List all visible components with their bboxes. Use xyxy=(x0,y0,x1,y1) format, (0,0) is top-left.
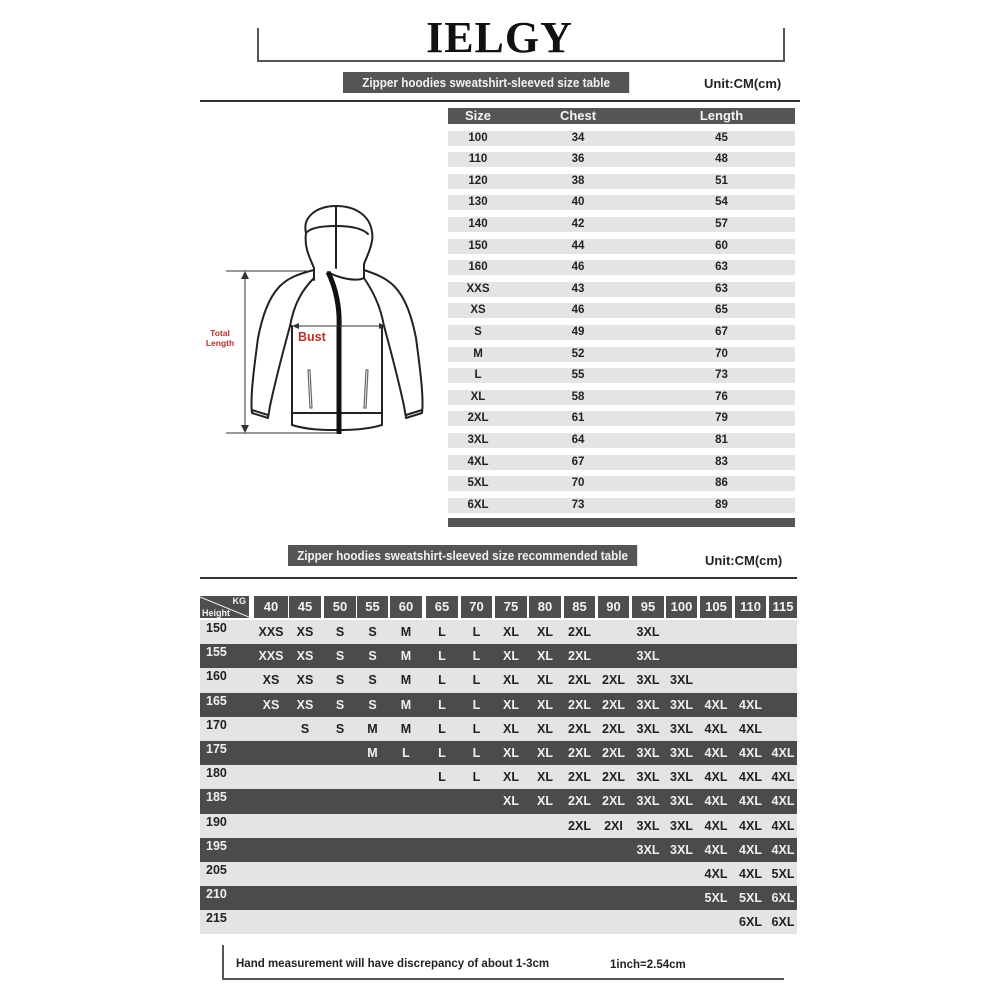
height-label: 180 xyxy=(206,766,227,781)
size-cell: XL xyxy=(503,794,519,809)
table-row xyxy=(200,717,797,741)
size-cell: S xyxy=(368,649,377,664)
cell-chest: 52 xyxy=(571,347,585,360)
table-row xyxy=(448,282,795,297)
cell-length: 67 xyxy=(715,325,728,338)
size-cell: 3XL xyxy=(670,770,693,785)
table-row xyxy=(200,693,797,717)
table-row xyxy=(448,174,795,189)
table-row xyxy=(448,455,795,470)
cell-size: S xyxy=(474,325,482,338)
table-row xyxy=(448,195,795,210)
header-size: Size xyxy=(464,108,491,123)
table-row xyxy=(200,620,797,644)
weight-header-cell: 60 xyxy=(390,596,422,618)
cell-length: 45 xyxy=(715,131,728,144)
size-table-body xyxy=(448,131,795,513)
size-cell: S xyxy=(368,673,377,688)
table-row xyxy=(448,131,795,146)
size-cell: 3XL xyxy=(670,697,693,712)
height-label: 215 xyxy=(206,911,227,926)
size-cell: 2XL xyxy=(602,794,625,809)
cell-length: 79 xyxy=(715,412,728,425)
size-cell: L xyxy=(438,770,446,785)
weight-header-cell: 85 xyxy=(564,596,595,618)
cell-length: 60 xyxy=(715,239,728,252)
cell-chest: 46 xyxy=(571,304,585,317)
size-cell: 4XL xyxy=(739,770,762,785)
cell-length: 89 xyxy=(715,498,728,511)
cell-chest: 44 xyxy=(571,239,585,252)
height-label: 150 xyxy=(206,621,227,635)
size-cell: XL xyxy=(537,697,553,712)
cell-length: 86 xyxy=(715,477,728,490)
cell-chest: 46 xyxy=(571,261,585,274)
height-label: 205 xyxy=(206,862,227,877)
size-cell: 5XL xyxy=(739,891,762,906)
size-cell: 4XL xyxy=(739,842,762,857)
size-cell: L xyxy=(438,697,446,712)
table-row xyxy=(200,644,797,668)
weight-header-cell: 110 xyxy=(735,596,766,618)
table-row xyxy=(200,862,797,886)
size-cell: S xyxy=(300,721,310,736)
cell-size: 2XL xyxy=(467,412,489,425)
size-cell: 4XL xyxy=(739,866,762,881)
weight-header-cell: 40 xyxy=(254,596,288,618)
size-table-header xyxy=(448,108,795,124)
table-row xyxy=(200,668,797,692)
header-chest: Chest xyxy=(559,108,597,123)
recommend-table xyxy=(200,596,797,934)
size-cell: XS xyxy=(296,673,314,688)
size-cell: L xyxy=(472,745,481,760)
size-cell: S xyxy=(335,697,345,712)
cell-chest: 49 xyxy=(571,325,585,338)
size-cell: XL xyxy=(537,770,553,785)
cell-length: 73 xyxy=(715,369,728,382)
size-cell: 3XL xyxy=(670,818,693,833)
table-row xyxy=(448,239,795,254)
size-cell: 4XL xyxy=(739,818,762,833)
size-cell: XL xyxy=(503,697,519,712)
size-cell: 6XL xyxy=(771,915,795,930)
size-cell: M xyxy=(367,745,378,760)
height-label: 190 xyxy=(206,814,227,829)
size-table-banner: Zipper hoodies sweatshirt-sleeved size table xyxy=(343,72,629,93)
size-cell: 3XL xyxy=(636,673,660,688)
cell-chest: 61 xyxy=(571,412,585,425)
recommend-table-unit: Unit:CM(cm) xyxy=(705,553,783,568)
table-row xyxy=(448,476,795,491)
cell-chest: 70 xyxy=(571,477,585,490)
size-cell: XXS xyxy=(258,649,284,664)
corner-kg-label: KG xyxy=(232,596,246,606)
size-cell: L xyxy=(438,625,446,639)
size-cell: 2XL xyxy=(568,673,591,688)
divider xyxy=(200,100,800,102)
recommend-table-header xyxy=(200,596,797,618)
weight-header-cell: 105 xyxy=(700,596,732,618)
height-label: 175 xyxy=(206,741,227,756)
size-cell: L xyxy=(472,721,481,736)
total-length-label: Total Length xyxy=(205,328,235,348)
size-cell: XL xyxy=(503,625,519,639)
table-row xyxy=(448,411,795,426)
size-cell: XL xyxy=(537,649,553,664)
size-cell: L xyxy=(438,745,446,760)
height-label: 185 xyxy=(206,790,227,805)
corner-height-label: Height xyxy=(202,608,230,618)
cell-chest: 34 xyxy=(571,131,585,144)
size-cell: 3XL xyxy=(636,649,660,664)
size-cell: XL xyxy=(503,745,519,760)
cell-size: XL xyxy=(470,390,486,403)
size-cell: XL xyxy=(503,721,519,736)
recommend-table-body xyxy=(200,620,797,934)
size-cell: M xyxy=(400,649,412,664)
size-cell: 3XL xyxy=(670,721,693,736)
size-cell: L xyxy=(472,770,481,785)
height-label: 195 xyxy=(206,838,227,853)
height-label: 155 xyxy=(206,645,227,660)
size-cell: 4XL xyxy=(704,866,728,881)
cell-chest: 38 xyxy=(571,174,585,187)
size-cell: 3XL xyxy=(670,673,693,688)
size-cell: 3XL xyxy=(636,625,660,639)
cell-size: 100 xyxy=(468,131,488,144)
size-cell: 4XL xyxy=(704,745,728,760)
cell-size: 120 xyxy=(468,174,488,187)
size-cell: S xyxy=(335,721,345,736)
size-cell: 3XL xyxy=(670,745,693,760)
cell-length: 83 xyxy=(715,455,728,468)
size-cell: M xyxy=(400,697,412,712)
weight-header-cell: 45 xyxy=(289,596,321,618)
size-cell: 2XI xyxy=(604,818,623,833)
size-cell: XL xyxy=(503,673,519,688)
size-cell: L xyxy=(438,673,446,688)
cell-chest: 43 xyxy=(571,282,585,295)
bust-label: Bust xyxy=(298,330,326,344)
corner-cell xyxy=(200,596,249,618)
cell-length: 54 xyxy=(715,196,728,209)
weight-header-cell: 100 xyxy=(666,596,697,618)
size-cell: 4XL xyxy=(704,721,728,736)
table-row xyxy=(448,303,795,318)
size-cell: 3XL xyxy=(636,842,660,857)
size-cell: L xyxy=(472,697,481,712)
height-label: 170 xyxy=(206,717,227,732)
table-row xyxy=(448,347,795,362)
cell-size: 5XL xyxy=(467,477,489,490)
size-cell: L xyxy=(402,745,410,760)
weight-header-cell: 55 xyxy=(357,596,388,618)
size-cell: M xyxy=(400,625,412,639)
size-cell: 2XL xyxy=(568,745,591,760)
size-cell: L xyxy=(472,625,481,639)
cell-size: L xyxy=(474,369,482,382)
size-cell: 2XL xyxy=(568,697,591,712)
size-cell: XS xyxy=(296,697,314,712)
size-cell: 6XL xyxy=(771,891,795,906)
height-label: 210 xyxy=(206,887,227,902)
size-cell: 2XL xyxy=(568,625,591,639)
header-length: Length xyxy=(699,108,744,123)
size-cell: 4XL xyxy=(704,818,728,833)
size-cell: 6XL xyxy=(739,915,762,930)
size-cell: S xyxy=(335,649,345,664)
size-cell: S xyxy=(335,625,345,639)
size-cell: L xyxy=(438,721,446,736)
cell-length: 65 xyxy=(715,304,728,317)
height-label: 165 xyxy=(206,693,227,708)
weight-header-cell: 95 xyxy=(632,596,664,618)
cell-length: 81 xyxy=(715,433,728,446)
size-cell: 3XL xyxy=(636,770,660,785)
cell-length: 51 xyxy=(715,174,728,187)
size-cell: S xyxy=(368,625,377,639)
size-cell: 4XL xyxy=(739,721,762,736)
table-row xyxy=(200,886,797,910)
table-row xyxy=(448,498,795,513)
table-row xyxy=(448,368,795,383)
size-cell: L xyxy=(472,673,481,688)
size-cell: 5XL xyxy=(704,891,728,906)
size-table-unit: Unit:CM(cm) xyxy=(704,76,782,91)
size-cell: XL xyxy=(503,770,519,785)
size-cell: 5XL xyxy=(771,866,795,881)
size-cell: 4XL xyxy=(704,697,728,712)
size-cell: 2XL xyxy=(602,673,625,688)
table-row xyxy=(200,765,797,789)
cell-length: 63 xyxy=(715,261,728,274)
weight-header-cell: 80 xyxy=(529,596,561,618)
table-row xyxy=(200,910,797,934)
size-cell: XL xyxy=(537,721,553,736)
table-row xyxy=(448,260,795,275)
size-cell: 4XL xyxy=(771,818,795,833)
size-cell: XS xyxy=(262,673,280,688)
size-cell: 4XL xyxy=(704,842,728,857)
cell-size: 150 xyxy=(468,239,488,252)
recommend-table-banner: Zipper hoodies sweatshirt-sleeved size recommended table xyxy=(288,545,637,566)
size-cell: 3XL xyxy=(670,794,693,809)
size-cell: 4XL xyxy=(771,794,795,809)
weight-header-cell: 115 xyxy=(769,596,797,618)
table-row xyxy=(448,433,795,448)
size-cell: 3XL xyxy=(636,697,660,712)
size-cell: 3XL xyxy=(636,721,660,736)
size-cell: 2XL xyxy=(568,721,591,736)
size-cell: L xyxy=(472,649,481,664)
cell-size: 110 xyxy=(468,153,488,166)
height-label: 160 xyxy=(206,669,227,684)
cell-length: 63 xyxy=(715,282,728,295)
size-cell: XL xyxy=(503,649,519,664)
size-cell: 2XL xyxy=(568,770,591,785)
table-row xyxy=(200,838,797,862)
size-cell: 3XL xyxy=(636,818,660,833)
cell-length: 57 xyxy=(715,217,728,230)
size-cell: 2XL xyxy=(602,745,625,760)
cell-length: 70 xyxy=(715,347,728,360)
hoodie-icon xyxy=(198,198,448,443)
size-table-footer-bar xyxy=(448,518,795,527)
size-cell: 2XL xyxy=(602,697,625,712)
brand-title: IELGY xyxy=(426,13,573,62)
size-cell: 2XL xyxy=(568,794,591,809)
size-cell: S xyxy=(335,673,345,688)
size-cell: XS xyxy=(296,649,314,664)
size-cell: 2XL xyxy=(602,770,625,785)
size-cell: 4XL xyxy=(739,745,762,760)
hoodie-measurement-diagram xyxy=(198,198,448,443)
size-table xyxy=(448,108,795,527)
size-cell: 4XL xyxy=(771,770,795,785)
cell-size: 160 xyxy=(468,261,488,274)
cell-size: 3XL xyxy=(467,433,489,446)
cell-length: 48 xyxy=(715,153,728,166)
divider xyxy=(200,577,797,579)
cell-chest: 36 xyxy=(571,153,585,166)
cell-chest: 67 xyxy=(571,455,585,468)
cell-size: XS xyxy=(470,304,486,317)
table-row xyxy=(200,814,797,838)
weight-header-cell: 90 xyxy=(598,596,629,618)
cell-chest: 55 xyxy=(571,369,585,382)
table-row xyxy=(448,152,795,167)
size-cell: XL xyxy=(537,673,553,688)
size-cell: S xyxy=(368,697,377,712)
cell-size: 4XL xyxy=(467,455,489,468)
cell-size: 6XL xyxy=(467,498,489,511)
cell-chest: 40 xyxy=(571,196,585,209)
size-cell: XL xyxy=(537,625,553,639)
table-row xyxy=(448,390,795,405)
weight-header-cell: 70 xyxy=(461,596,492,618)
size-cell: XL xyxy=(537,794,553,809)
cell-length: 76 xyxy=(715,390,728,403)
size-cell: L xyxy=(438,649,446,664)
size-cell: 3XL xyxy=(636,745,660,760)
size-cell: 2XL xyxy=(568,818,591,833)
size-cell: XS xyxy=(262,697,280,712)
size-cell: M xyxy=(400,721,412,736)
size-cell: 2XL xyxy=(568,649,591,664)
size-cell: XL xyxy=(537,745,553,760)
cell-chest: 64 xyxy=(571,433,585,446)
weight-header-cell: 50 xyxy=(324,596,356,618)
cell-chest: 58 xyxy=(571,390,585,403)
table-row xyxy=(200,789,797,813)
size-cell: 4XL xyxy=(704,794,728,809)
size-cell: 3XL xyxy=(670,842,693,857)
cell-size: 130 xyxy=(468,196,488,209)
size-cell: 4XL xyxy=(704,770,728,785)
size-cell: XXS xyxy=(258,625,284,639)
cell-chest: 73 xyxy=(571,498,585,511)
size-cell: 4XL xyxy=(771,745,795,760)
size-cell: 4XL xyxy=(739,794,762,809)
table-row xyxy=(448,325,795,340)
cell-chest: 42 xyxy=(571,217,585,230)
size-cell: XS xyxy=(296,625,314,639)
cell-size: 140 xyxy=(468,217,488,230)
table-row xyxy=(448,217,795,232)
cell-size: XXS xyxy=(466,282,490,295)
weight-header-cell: 75 xyxy=(495,596,527,618)
cell-size: M xyxy=(473,347,483,360)
table-row xyxy=(200,741,797,765)
size-cell: M xyxy=(400,673,412,688)
measurement-note: Hand measurement will have discrepancy of about 1-3cm xyxy=(236,958,550,970)
size-cell: 4XL xyxy=(771,842,795,857)
size-cell: 3XL xyxy=(636,794,660,809)
weight-header-cell: 65 xyxy=(426,596,458,618)
size-cell: 4XL xyxy=(739,697,762,712)
inch-conversion-note: 1inch=2.54cm xyxy=(610,959,686,971)
size-cell: 2XL xyxy=(602,721,625,736)
size-cell: M xyxy=(367,721,378,736)
